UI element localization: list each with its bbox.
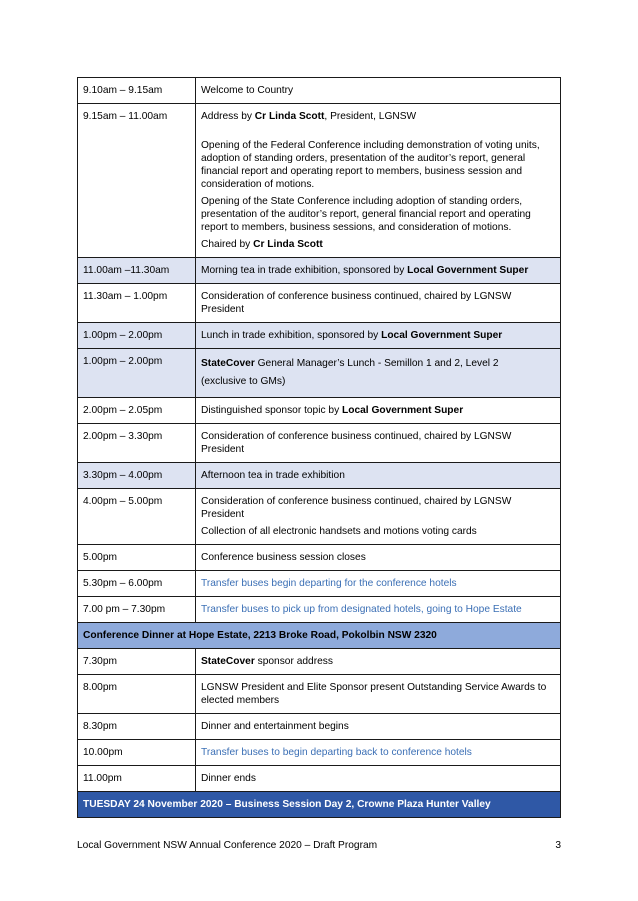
description-cell: Transfer buses to pick up from designated hotels, going to Hope Estate (196, 597, 561, 623)
time-cell: 9.10am – 9.15am (78, 78, 196, 104)
table-row (78, 766, 561, 792)
program-table (77, 77, 561, 818)
page-number: 3 (555, 840, 561, 851)
description-cell: Dinner ends (196, 766, 561, 792)
description-cell: Distinguished sponsor topic by Local Government Super (196, 398, 561, 424)
time-cell: 11.00pm (78, 766, 196, 792)
description-cell: Dinner and entertainment begins (196, 714, 561, 740)
table-row (78, 571, 561, 597)
time-cell: 7.00 pm – 7.30pm (78, 597, 196, 623)
time-cell: 5.00pm (78, 545, 196, 571)
description-cell: Afternoon tea in trade exhibition (196, 463, 561, 489)
time-cell: 1.00pm – 2.00pm (78, 323, 196, 349)
time-cell: 11.30am – 1.00pm (78, 284, 196, 323)
description-cell: Consideration of conference business continued, chaired by LGNSW President (196, 284, 561, 323)
description-cell: Lunch in trade exhibition, sponsored by Local Government Super (196, 323, 561, 349)
table-row (78, 714, 561, 740)
time-cell: 11.00am –11.30am (78, 258, 196, 284)
tuesday-header: TUESDAY 24 November 2020 – Business Session Day 2, Crowne Plaza Hunter Valley (78, 792, 561, 818)
table-row (78, 424, 561, 463)
time-cell: 4.00pm – 5.00pm (78, 489, 196, 545)
time-cell: 8.30pm (78, 714, 196, 740)
description-cell: LGNSW President and Elite Sponsor present Outstanding Service Awards to elected members (196, 675, 561, 714)
table-row (78, 323, 561, 349)
table-row (78, 258, 561, 284)
state-opening-text: Opening of the State Conference including adoption of standing orders, presentation of the auditor’s report, general financial report and operating report to members, business sessions, and consideration of motions. (201, 196, 531, 233)
section-header (78, 792, 561, 818)
description-cell: Consideration of conference business continued, chaired by LGNSW President (196, 424, 561, 463)
time-cell: 3.30pm – 4.00pm (78, 463, 196, 489)
table-row (78, 463, 561, 489)
table-row (78, 398, 561, 424)
time-cell: 10.00pm (78, 740, 196, 766)
time-cell: 2.00pm – 3.30pm (78, 424, 196, 463)
dinner-header: Conference Dinner at Hope Estate, 2213 Broke Road, Pokolbin NSW 2320 (78, 623, 561, 649)
federal-opening-text: Opening of the Federal Conference including demonstration of voting units, adoption of standing orders, presentation of the auditor’s report, general financial report and operating report to members, business session and consideration of motions. (201, 140, 540, 190)
table-row (78, 104, 561, 258)
description-cell: Welcome to Country (196, 78, 561, 104)
description-cell: Transfer buses to begin departing back to conference hotels (196, 740, 561, 766)
table-row (78, 597, 561, 623)
time-cell: 9.15am – 11.00am (78, 104, 196, 258)
address-line: Address by Cr Linda Scott, President, LGNSW (201, 111, 417, 122)
chair-line: Chaired by Cr Linda Scott (201, 239, 323, 250)
table-row (78, 284, 561, 323)
table-row (78, 349, 561, 398)
time-cell: 8.00pm (78, 675, 196, 714)
description-cell: Consideration of conference business continued, chaired by LGNSW President Collection of all electronic handsets and motions voting cards (196, 489, 561, 545)
description-cell: StateCover General Manager’s Lunch - Semillon 1 and 2, Level 2 (exclusive to GMs) (196, 349, 561, 398)
table-row (78, 545, 561, 571)
time-cell: 5.30pm – 6.00pm (78, 571, 196, 597)
table-row (78, 740, 561, 766)
time-cell: 1.00pm – 2.00pm (78, 349, 196, 398)
description-cell: Morning tea in trade exhibition, sponsored by Local Government Super (196, 258, 561, 284)
table-row (78, 675, 561, 714)
section-header (78, 623, 561, 649)
table-row (78, 489, 561, 545)
description-cell: Conference business session closes (196, 545, 561, 571)
table-row (78, 78, 561, 104)
table-row (78, 649, 561, 675)
description-cell: StateCover sponsor address (196, 649, 561, 675)
time-cell: 2.00pm – 2.05pm (78, 398, 196, 424)
page-footer (77, 840, 561, 851)
time-cell: 7.30pm (78, 649, 196, 675)
footer-title: Local Government NSW Annual Conference 2020 – Draft Program (77, 840, 378, 851)
description-cell: Transfer buses begin departing for the conference hotels (196, 571, 561, 597)
description-cell (196, 104, 561, 258)
